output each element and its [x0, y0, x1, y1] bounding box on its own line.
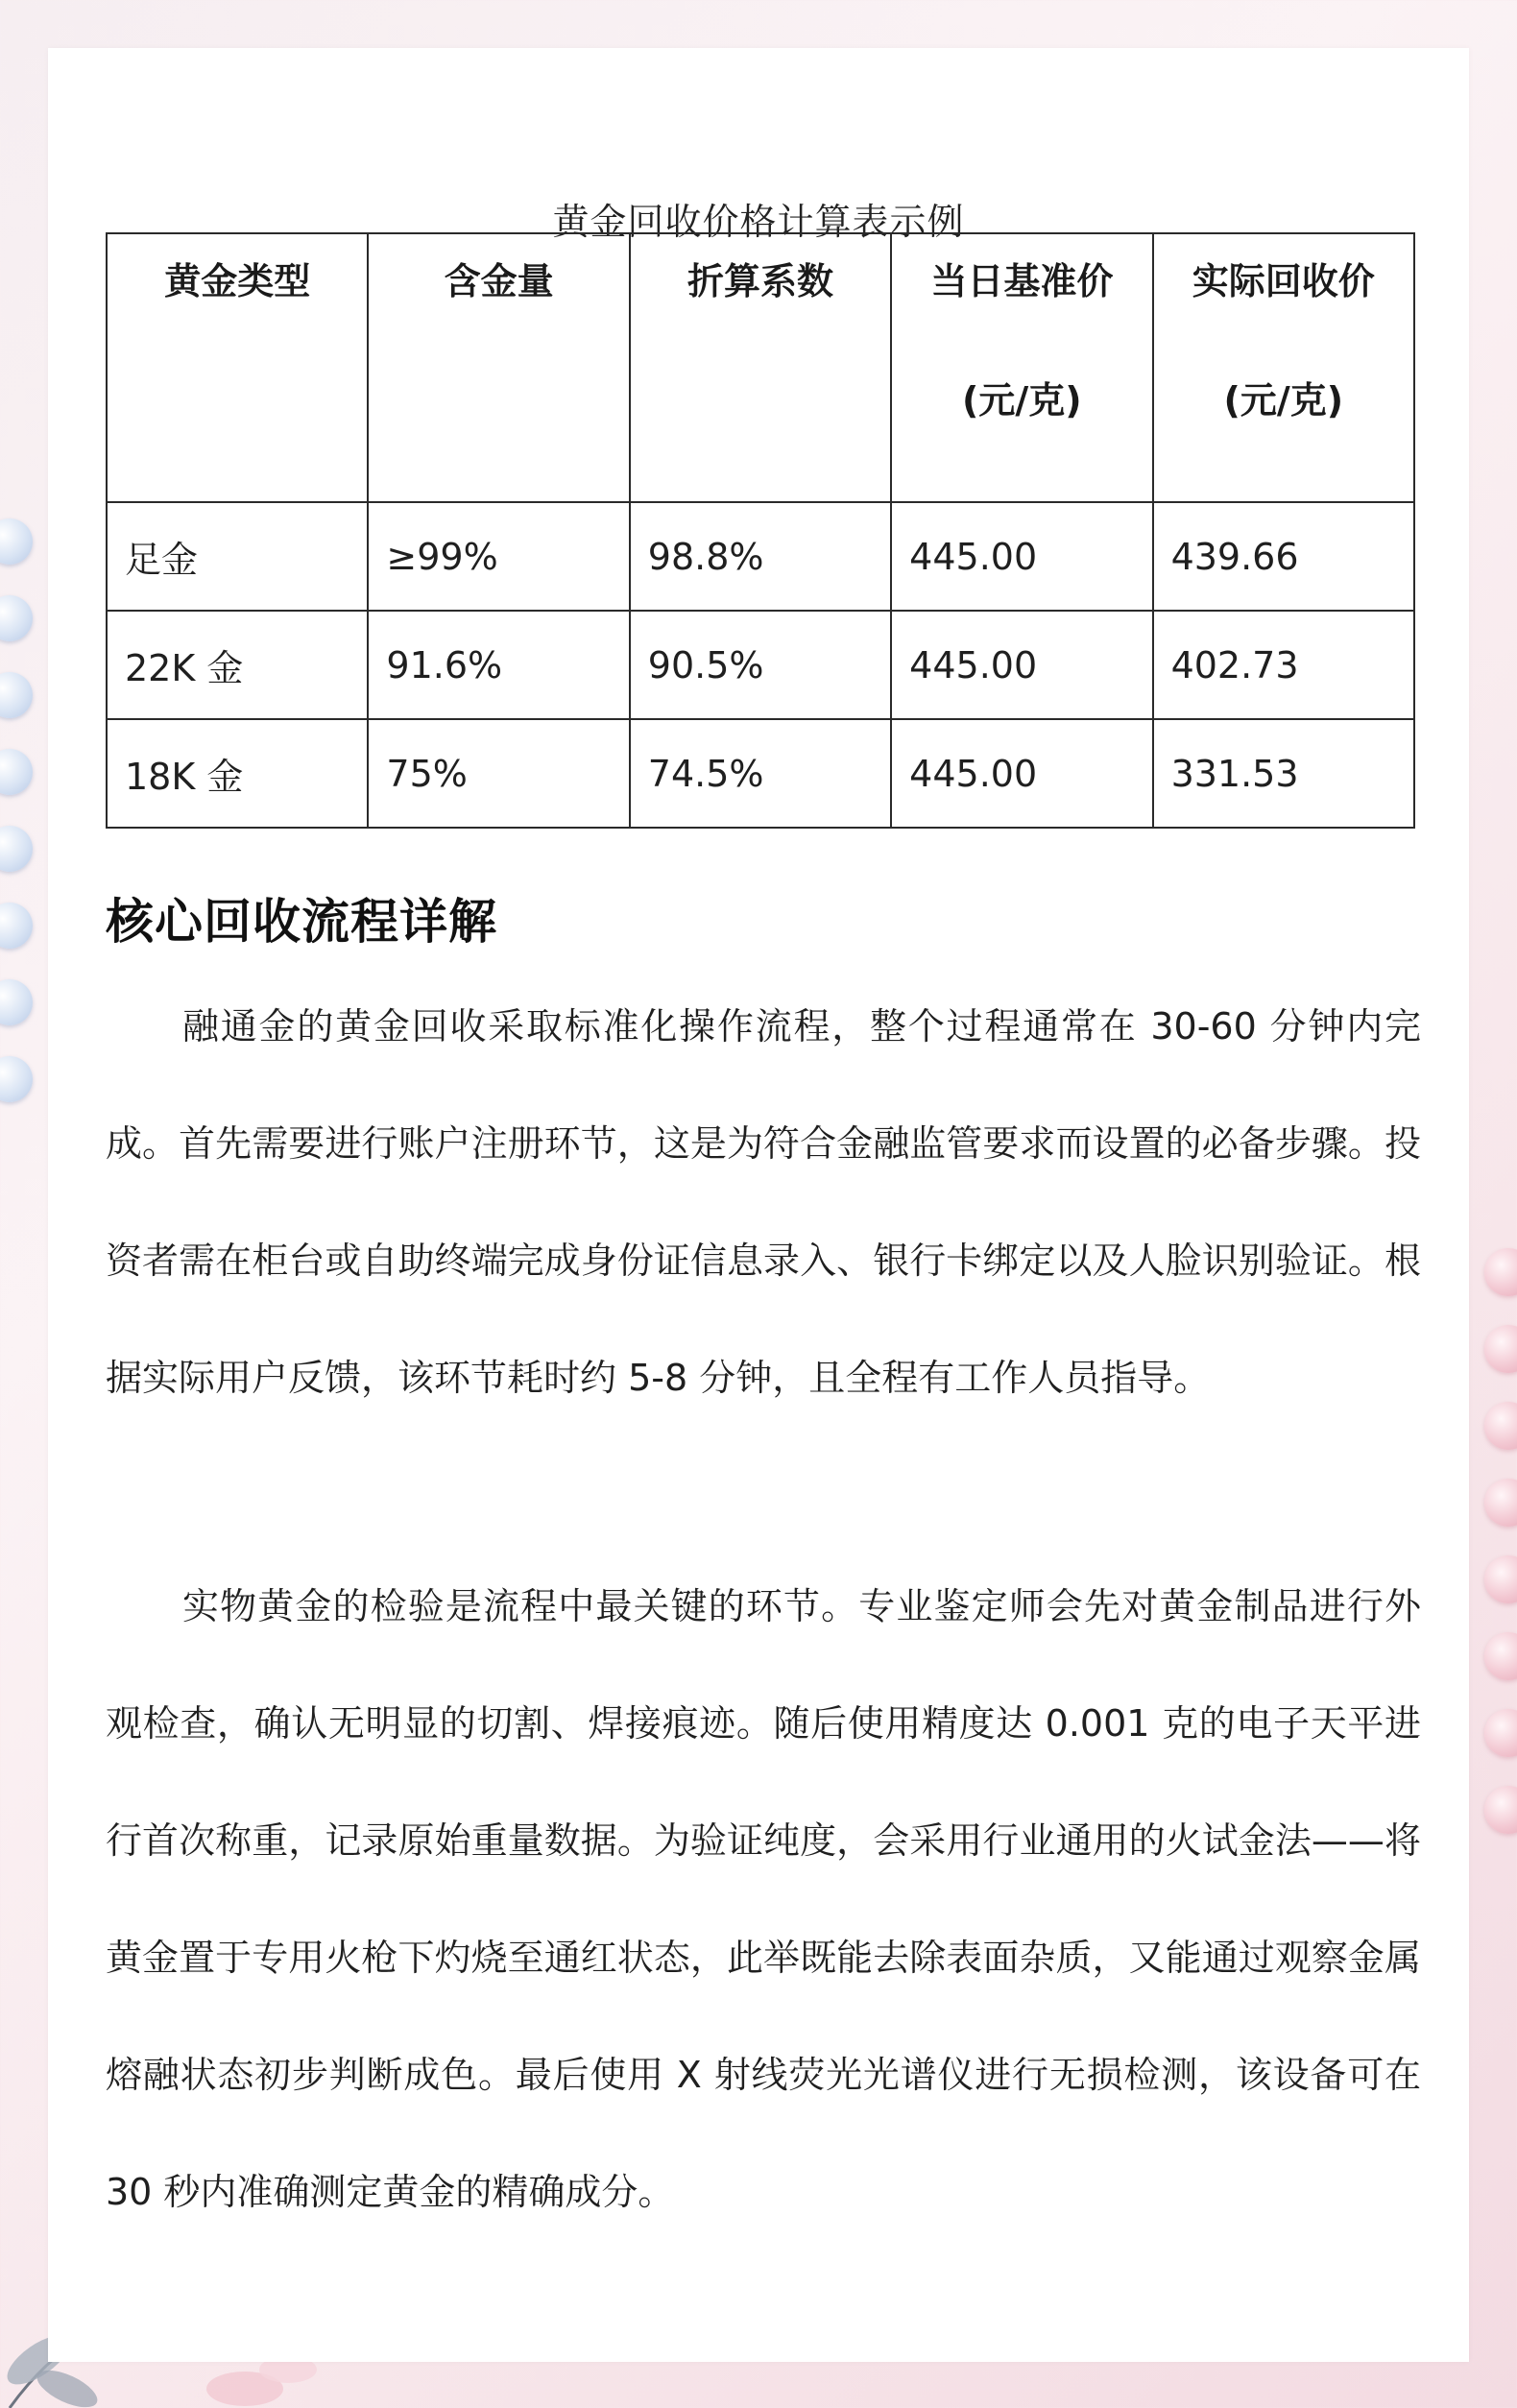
table-row: [107, 502, 1414, 611]
header-label: 当日基准价: [930, 260, 1114, 302]
header-label: 黄金类型: [164, 260, 311, 302]
table-header-row: [107, 233, 1414, 502]
header-label: 折算系数: [686, 260, 833, 302]
content-card: [48, 48, 1469, 2362]
header-gold-type: [107, 233, 368, 502]
table-cell: 足金: [107, 502, 368, 611]
table-cell: 18K 金: [107, 719, 368, 828]
paragraph-registration: 融通金的黄金回收采取标准化操作流程，整个过程通常在 30-60 分钟内完成。首先需要进行账户注册环节，这是为符合金融监管要求而设置的必备步骤。投资者需在柜台或自助终端完成身份证信息录入、银行卡绑定以及人脸识别验证。根据实际用户反馈，该环节耗时约 5-8 分钟，且全程有工作人员指导。: [106, 1005, 1421, 1399]
header-gold-content: [368, 233, 629, 502]
table-cell: 75%: [368, 719, 629, 828]
header-unit: (元/克): [1223, 379, 1344, 421]
header-label: 含金量: [444, 260, 554, 302]
header-actual-price: [1153, 233, 1414, 502]
table-cell: 22K 金: [107, 611, 368, 719]
table-row: [107, 611, 1414, 719]
header-unit: [125, 382, 349, 501]
table-cell: 90.5%: [630, 611, 891, 719]
table-cell: 445.00: [891, 611, 1152, 719]
paragraph-inspection: 实物黄金的检验是流程中最关键的环节。专业鉴定师会先对黄金制品进行外观检查，确认无明显的切割、焊接痕迹。随后使用精度达 0.001 克的电子天平进行首次称重，记录原始重量数据。为验证纯度，会采用行业通用的火试金法——将黄金置于专用火枪下灼烧至通红状态，此举既能去除表面杂质，又能通过观察金属熔融状态初步判断成色。最后使用 X 射线荧光光谱仪进行无损检测，该设备可在 30 秒内准确测定黄金的精确成分。: [106, 1585, 1421, 2213]
table-cell: ≥99%: [368, 502, 629, 611]
gold-recycling-price-table: [106, 232, 1415, 829]
table-cell: 74.5%: [630, 719, 891, 828]
header-conversion-factor: [630, 233, 891, 502]
section-heading: 核心回收流程详解: [106, 894, 497, 950]
table-cell: 331.53: [1153, 719, 1414, 828]
table-row: [107, 719, 1414, 828]
header-label: 实际回收价: [1192, 260, 1375, 302]
table-cell: 98.8%: [630, 502, 891, 611]
table-cell: 91.6%: [368, 611, 629, 719]
header-unit: [386, 382, 611, 501]
header-unit: [648, 382, 873, 501]
header-unit: (元/克): [962, 379, 1082, 421]
table-cell: 445.00: [891, 502, 1152, 611]
header-base-price: [891, 233, 1152, 502]
table-cell: 402.73: [1153, 611, 1414, 719]
table-cell: 445.00: [891, 719, 1152, 828]
table-caption: 黄金回收价格计算表示例: [552, 201, 965, 243]
table-cell: 439.66: [1153, 502, 1414, 611]
